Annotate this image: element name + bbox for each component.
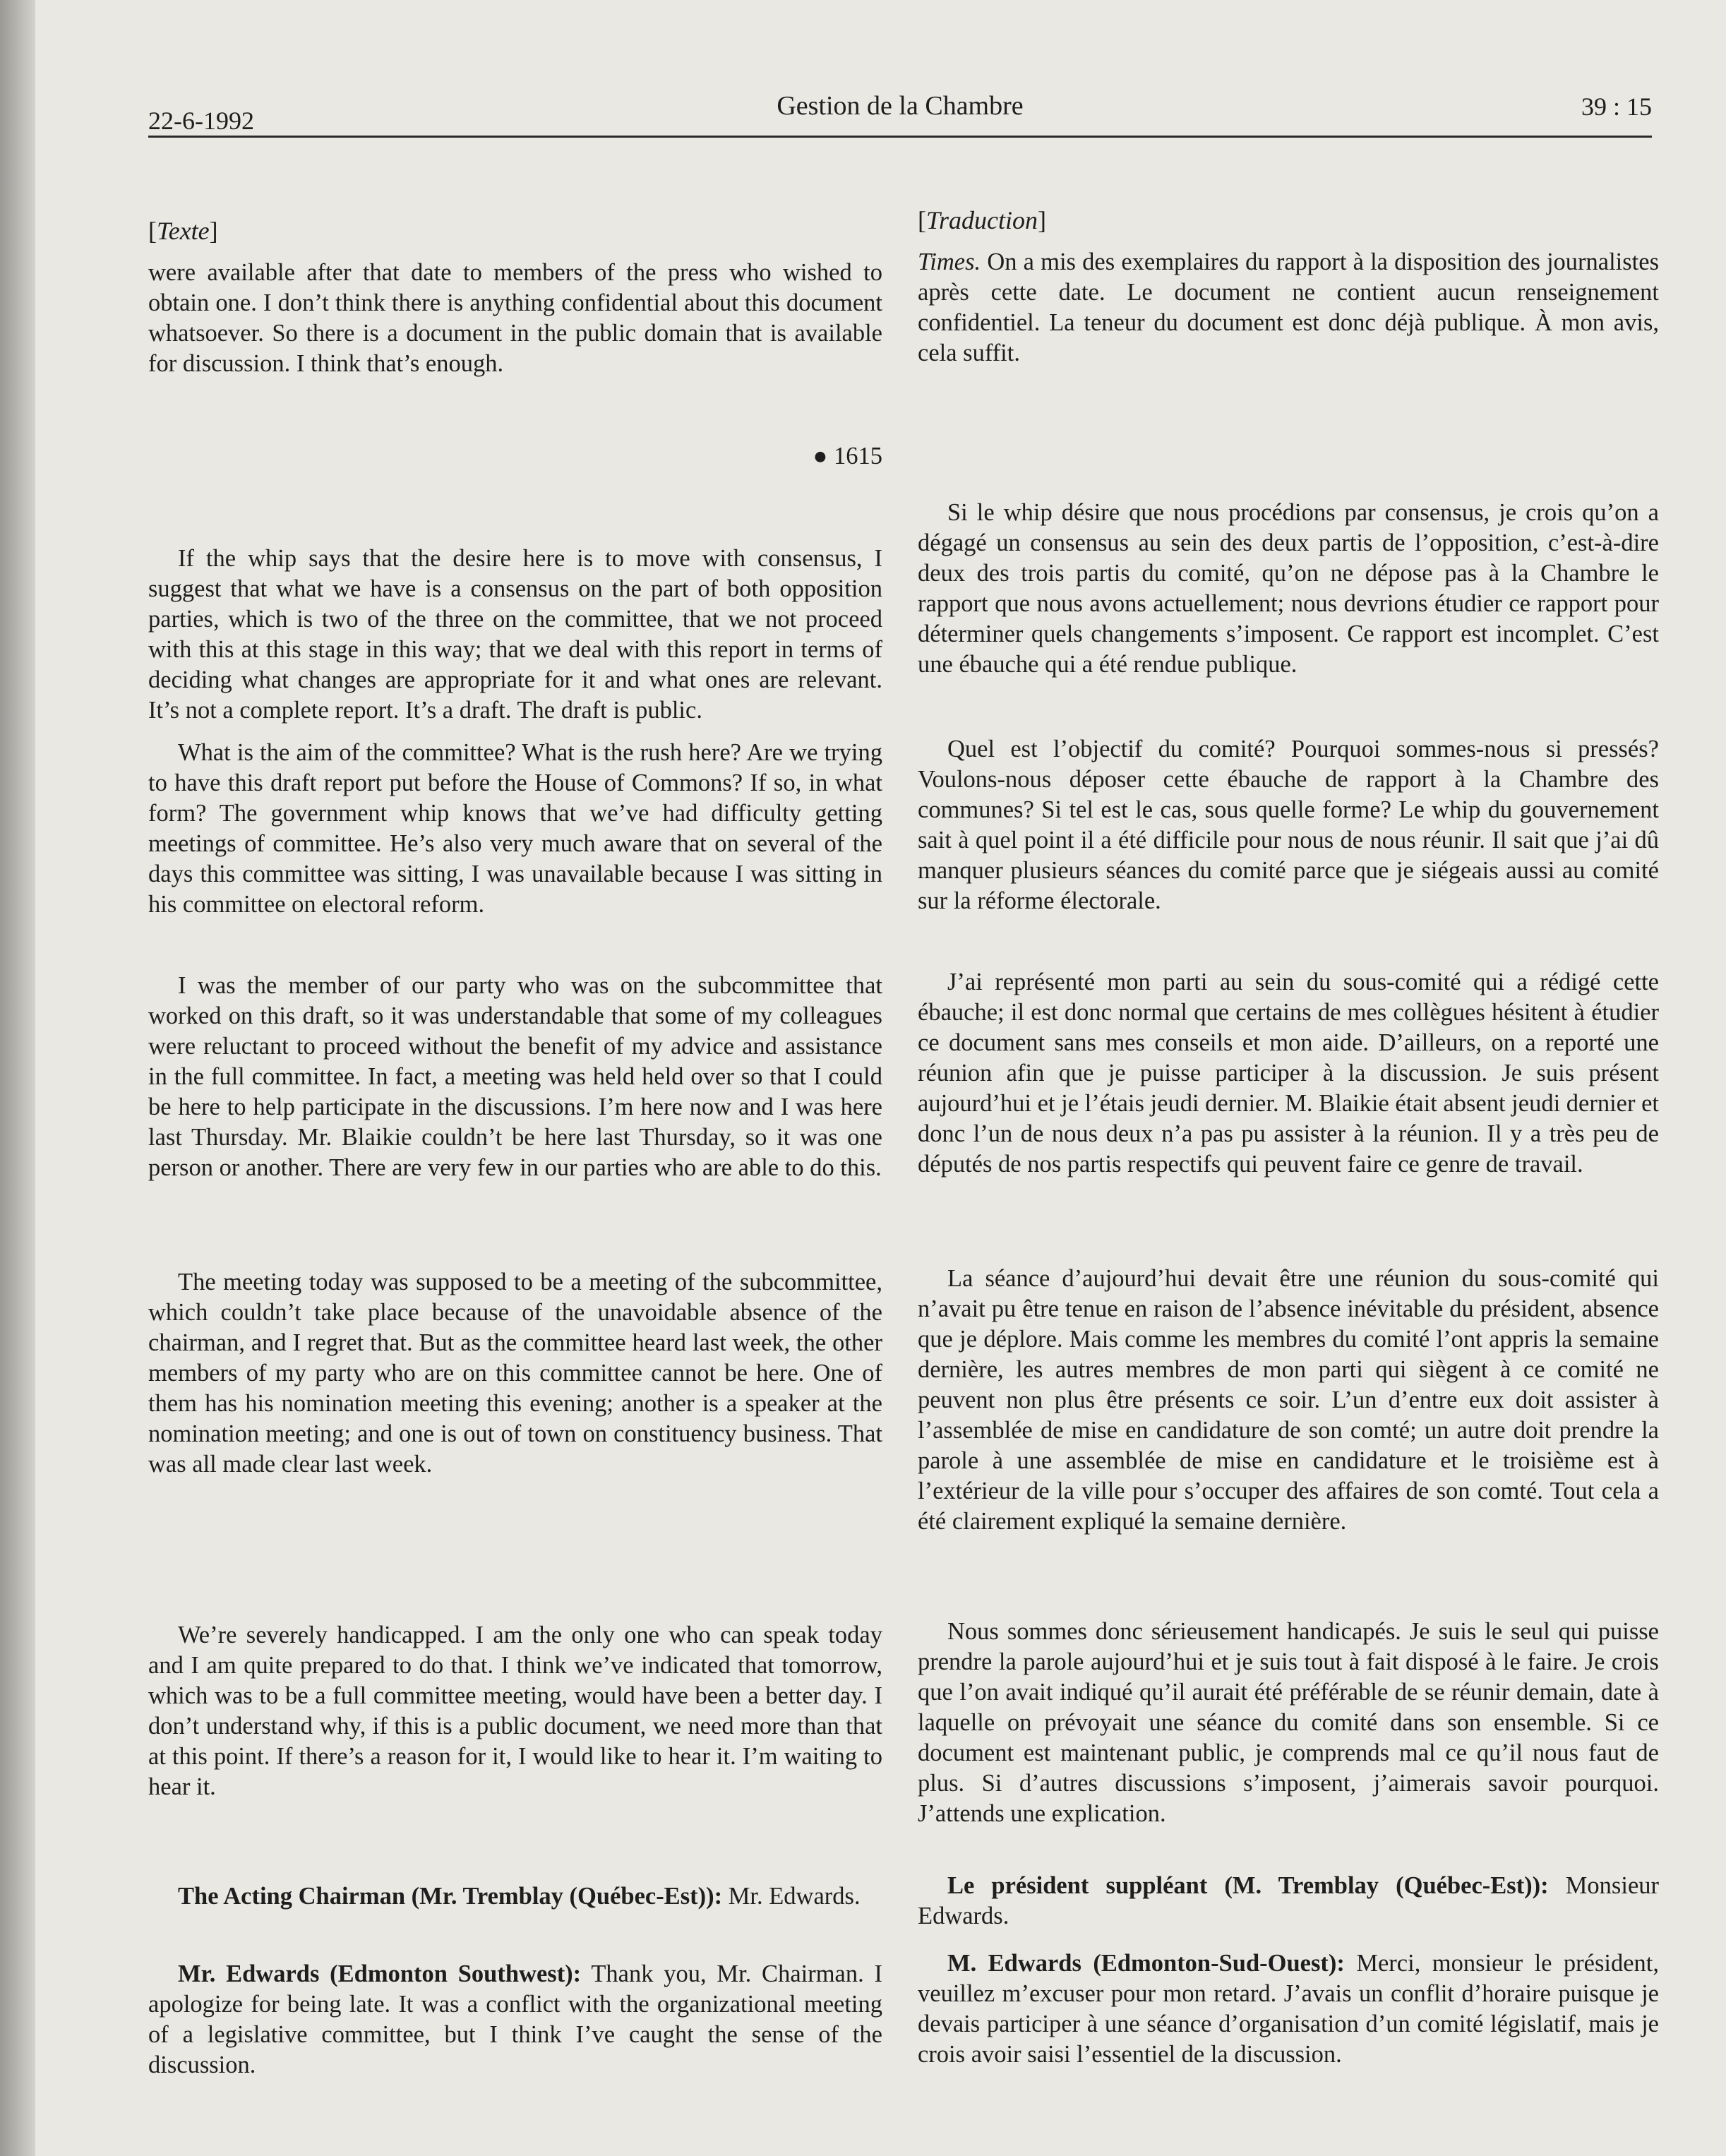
right-paragraph-8 (918, 1948, 1659, 2070)
left-paragraph-7 (148, 1881, 882, 1912)
speech-text: Merci, monsieur le président, veuillez m’excuser pour mon retard. J’avais un conflit d’horaire puisque je devais participer à une séance d’organisation d’un comité législatif, mais je crois avoir saisi l’essentiel de la discussion. (918, 1949, 1659, 2068)
speech-text: Mr. Edwards. (722, 1882, 861, 1910)
left-paragraph-1: were available after that date to members of the press who wished to obtain one. I don’t think there is anything confidential about this document whatsoever. So there is a document in the public domain that is available for discussion. I think that’s enough. (148, 258, 882, 377)
right-paragraph-4: J’ai représenté mon parti au sein du sous-comité qui a rédigé cette ébauche; il est donc normal que certains de mes collègues hésitent à étudier ce document sans mes conseils et mon aide. D’ailleurs, on a reporté une réunion afin que je puisse participer à la discussion. Je suis présent aujourd’hui et je l’étais jeudi dernier. M. Blaikie était absent jeudi dernier et donc l’un de nous deux n’a pas pu assister à la réunion. Il y a très peu de députés de nos partis respectifs qui peuvent faire ce genre de travail. (918, 968, 1659, 1178)
right-section-tag: [Traduction] (918, 206, 1047, 234)
paragraph-text: On a mis des exemplaires du rapport à la disposition des journalistes après cette date. Le document ne contient aucun renseignement confidentiel. La teneur du document est donc déjà publique. À mon avis, cela suffit. (918, 248, 1659, 366)
header-title: Gestion de la Chambre (777, 91, 1024, 121)
left-section-tag: [Texte] (148, 217, 218, 245)
speaker-name: M. Edwards (Edmonton-Sud-Ouest): (947, 1949, 1345, 1977)
right-paragraph-2: Si le whip désire que nous procédions par consensus, je crois qu’on a dégagé un consensus au sein des deux partis de l’opposition, c’est-à-dire deux des trois partis du comité, qu’on ne dépose pas à la Chambre le rapport que nous avons actuellement; nous devrions étudier ce rapport pour déterminer quels changements s’imposent. Ce rapport est incomplet. C’est une ébauche qui a été rendue publique. (918, 498, 1659, 678)
speech-text: Monsieur Edwards. (918, 1871, 1659, 1929)
speech-text: Thank you, Mr. Chairman. I apologize for being late. It was a conflict with the organizational meeting of a legislative committee, but I think I’ve caught the sense of the discussion. (148, 1960, 882, 2078)
page-header (148, 85, 1652, 138)
left-paragraph-2: If the whip says that the desire here is to move with consensus, I suggest that what we have is a consensus on the part of both opposition parties, which is two of the three on the committee, that we not proceed with this at this stage in this way; that we deal with this report in terms of deciding what changes are appropriate for it and what ones are relevant. It’s not a complete report. It’s a draft. The draft is public. (148, 544, 882, 724)
right-paragraph-7 (918, 1871, 1659, 1932)
header-page-number: 39 : 15 (1581, 92, 1652, 121)
left-paragraph-4: I was the member of our party who was on the subcommittee that worked on this draft, so it was understandable that some of my colleagues were reluctant to proceed without the benefit of my advice and assistance in the full committee. In fact, a meeting was held held over so that I could be here to help participate in the discussions. I’m here now and I was here last Thursday. Mr. Blaikie couldn’t be here last Thursday, so it was one person or another. There are very few in our parties who are able to do this. (148, 971, 882, 1181)
traduction-label: Traduction (926, 206, 1038, 234)
left-paragraph-5: The meeting today was supposed to be a meeting of the subcommittee, which couldn’t take place because of the unavoidable absence of the chairman, and I regret that. But as the committee heard last week, the other members of my party who are on this committee cannot be here. One of them has his nomination meeting this evening; another is a speaker at the nomination meeting; and one is out of town on constituency business. That was all made clear last week. (148, 1268, 882, 1478)
left-paragraph-8 (148, 1959, 882, 2080)
speaker-name: Mr. Edwards (Edmonton Southwest): (178, 1960, 582, 1987)
right-paragraph-3: Quel est l’objectif du comité? Pourquoi sommes-nous si pressés? Voulons-nous déposer cette ébauche de rapport à la Chambre des communes? Si tel est le cas, sous quelle forme? Le whip du gouvernement sait à quel point il a été difficile pour nous de nous réunir. Il sait que j’ai dû manquer plusieurs séances du comité parce que je siégeais aussi au comité sur la réforme électorale. (918, 735, 1659, 914)
times-label: Times. (918, 248, 981, 275)
right-paragraph-6: Nous sommes donc sérieusement handicapés. Je suis le seul qui puisse prendre la parole aujourd’hui et je suis tout à fait disposé à le faire. Je crois que l’on avait indiqué qu’il aurait été préférable de se réunir demain, date à laquelle on prévoyait une séance du comité dans son ensemble. Si ce document est maintenant public, je comprends mal ce qu’il nous faut de plus. Si d’autres discussions s’imposent, j’aimerais savoir pourquoi. J’attends une explication. (918, 1617, 1659, 1827)
speaker-name: The Acting Chairman (Mr. Tremblay (Québec-Est)): (178, 1882, 723, 1910)
header-date: 22-6-1992 (148, 107, 254, 135)
page-shadow (0, 0, 35, 2156)
left-paragraph-3: What is the aim of the committee? What is the rush here? Are we trying to have this draft report put before the House of Commons? If so, in what form? The government whip knows that we’ve had difficulty getting meetings of committee. He’s also very much aware that on several of the days this committee was sitting, I was unavailable because I was sitting in his committee on electoral reform. (148, 738, 882, 918)
right-paragraph-5: La séance d’aujourd’hui devait être une réunion du sous-comité qui n’avait pu être tenue en raison de l’absence inévitable du président, absence que je déplore. Mais comme les membres du comité l’ont appris la semaine dernière, les autres membres de mon parti qui siègent à ce comité ne peuvent non plus être présents ce soir. L’un d’entre eux doit assister à l’assemblée de mise en candidature de son comté; un autre doit prendre la parole à une assemblée de mise en candidature et le troisième est à l’extérieur de la ville pour s’occuper des affaires de son comté. Tout cela a été clairement expliqué la semaine dernière. (918, 1264, 1659, 1535)
left-paragraph-6: We’re severely handicapped. I am the only one who can speak today and I am quite prepared to do that. I think we’ve indicated that tomorrow, which was to be a full committee meeting, would have been a better day. I don’t understand why, if this is a public document, we need more than that at this point. If there’s a reason for it, I would like to hear it. I’m waiting to hear it. (148, 1621, 882, 1800)
speaker-name: Le président suppléant (M. Tremblay (Québec-Est)): (947, 1871, 1549, 1899)
time-marker: ● 1615 (813, 442, 882, 469)
texte-label: Texte (157, 217, 210, 245)
right-paragraph-1 (918, 247, 1659, 369)
